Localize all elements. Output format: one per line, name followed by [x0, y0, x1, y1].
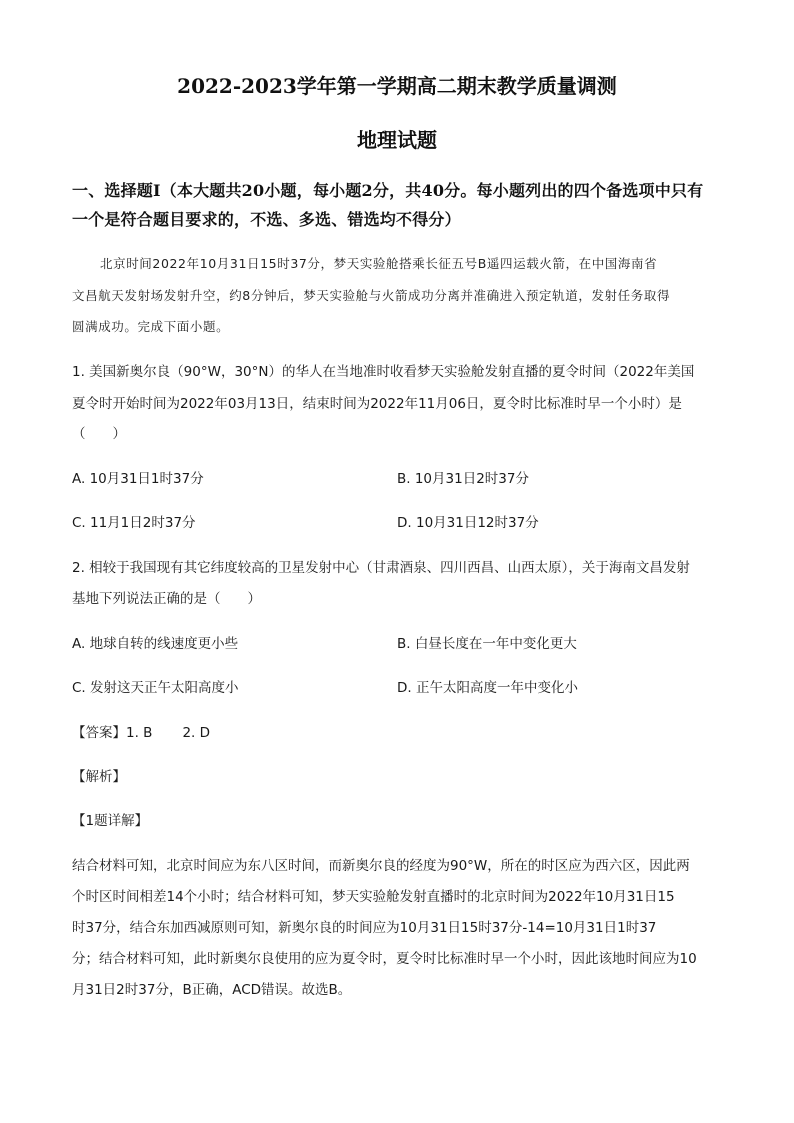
subject-title: 地理试题 — [357, 128, 437, 152]
question-2-line-1: 2. 相较于我国现有其它纬度较高的卫星发射中心（甘肃酒泉、四川西昌、山西太原），关于海南文昌发射 — [72, 560, 690, 576]
section-heading-line-2: 一个是符合题目要求的，不选、多选、错选均不得分） — [72, 210, 461, 229]
explanation-line-3: 时37分，结合东加西减原则可知，新奥尔良的时间应为10月31日15时37分-14=10月31日1时37 — [72, 920, 657, 936]
question-1-line-2: 夏令时开始时间为2022年03月13日，结束时间为2022年11月06日，夏令时比标准时早一个小时）是 — [72, 396, 682, 412]
question-2-option-a: A. 地球自转的线速度更小些 — [72, 636, 239, 652]
detail-label: 【1题详解】 — [72, 813, 149, 829]
question-2-option-c: C. 发射这天正午太阳高度小 — [72, 680, 239, 696]
answer-2: 2. D — [182, 725, 211, 741]
question-2-option-d: D. 正午太阳高度一年中变化小 — [397, 680, 578, 696]
question-1-option-b: B. 10月31日2时37分 — [397, 471, 529, 487]
exam-title: 2022-2023学年第一学期高二期末教学质量调测 — [177, 74, 617, 98]
question-2-line-2: 基地下列说法正确的是（ ） — [72, 591, 261, 607]
passage-line-2: 文昌航天发射场发射升空，约8分钟后，梦天实验舱与火箭成功分离并准确进入预定轨道，发射任务取得 — [72, 288, 671, 303]
explanation-line-1: 结合材料可知，北京时间应为东八区时间，而新奥尔良的经度为90°W，所在的时区应为西六区，因此两 — [72, 858, 690, 874]
explanation-line-5: 月31日2时37分，B正确，ACD错误。故选B。 — [72, 982, 352, 998]
answer-1: 1. B — [126, 725, 153, 741]
answer-label: 【答案】 — [72, 725, 126, 741]
explanation-line-2: 个时区时间相差14个小时；结合材料可知，梦天实验舱发射直播时的北京时间为2022年10月31日15 — [72, 889, 675, 905]
question-1-option-a: A. 10月31日1时37分 — [72, 471, 204, 487]
question-1-option-d: D. 10月31日12时37分 — [397, 515, 539, 531]
answer-line — [72, 721, 210, 741]
question-1-line-1: 1. 美国新奥尔良（90°W，30°N）的华人在当地准时收看梦天实验舱发射直播的夏令时间（2022年美国 — [72, 364, 695, 380]
analysis-label: 【解析】 — [72, 769, 126, 785]
question-1-line-3: （ ） — [72, 426, 126, 442]
passage-line-1: 北京时间2022年10月31日15时37分，梦天实验舱搭乘长征五号B遥四运载火箭，在中国海南省 — [100, 256, 658, 271]
question-2-option-b: B. 白昼长度在一年中变化更大 — [397, 636, 577, 652]
section-heading-line-1: 一、选择题Ⅰ（本大题共20小题，每小题2分，共40分。每小题列出的四个备选项中只有 — [72, 181, 704, 200]
explanation-line-4: 分；结合材料可知，此时新奥尔良使用的应为夏令时，夏令时比标准时早一个小时，因此该地时间应为10 — [72, 951, 697, 967]
passage-line-3: 圆满成功。完成下面小题。 — [72, 319, 230, 334]
question-1-option-c: C. 11月1日2时37分 — [72, 515, 196, 531]
